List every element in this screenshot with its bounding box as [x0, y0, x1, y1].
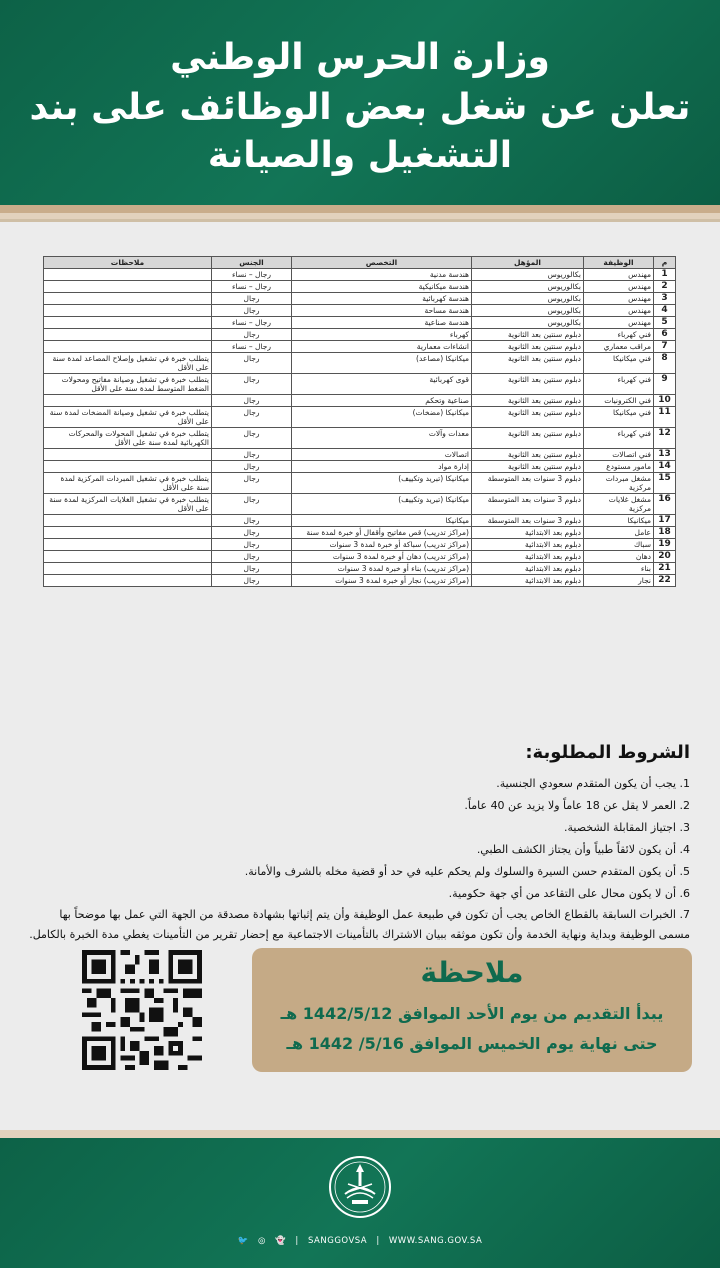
table-row — [44, 473, 676, 494]
cell-specialty: كهرباء — [292, 329, 472, 341]
cell-number: 12 — [654, 428, 676, 449]
cell-notes — [44, 269, 212, 281]
cell-specialty: إدارة مواد — [292, 461, 472, 473]
table-row — [44, 341, 676, 353]
cell-specialty: انشاءات معمارية — [292, 341, 472, 353]
header-cell-job: الوظيفة — [584, 257, 654, 269]
jobs-table — [43, 256, 676, 587]
table-row — [44, 575, 676, 587]
cell-notes — [44, 461, 212, 473]
cell-job: مهندس — [584, 305, 654, 317]
condition-item: 3. اجتياز المقابلة الشخصية. — [563, 821, 690, 834]
cell-number: 19 — [654, 539, 676, 551]
cell-notes — [44, 539, 212, 551]
cell-number: 17 — [654, 515, 676, 527]
cell-specialty: قوى كهربائية — [292, 374, 472, 395]
cell-number: 2 — [654, 281, 676, 293]
table-row — [44, 527, 676, 539]
cell-notes: يتطلب خبرة في تشغيل المبردات المركزية لمدة سنة على الأقل — [44, 473, 212, 494]
header-title-line2: تعلن عن شغل بعض الوظائف على بند — [29, 87, 691, 128]
cell-qualification: دبلوم 3 سنوات بعد المتوسطة — [472, 515, 584, 527]
cell-number: 11 — [654, 407, 676, 428]
cell-number: 14 — [654, 461, 676, 473]
cell-qualification: بكالوريوس — [472, 305, 584, 317]
cell-qualification: دبلوم بعد الابتدائية — [472, 539, 584, 551]
cell-specialty: ميكانيكا (تبريد وتكييف) — [292, 473, 472, 494]
header-cell-notes: ملاحظات — [44, 257, 212, 269]
cell-job: عامل — [584, 527, 654, 539]
header-stripe — [0, 205, 720, 213]
table-row — [44, 515, 676, 527]
cell-specialty: (مراكز تدريب) دهان أو خبرة لمدة 3 سنوات — [292, 551, 472, 563]
cell-gender: رجال — [212, 563, 292, 575]
emblem-logo — [325, 1152, 395, 1222]
cell-number: 7 — [654, 341, 676, 353]
cell-job: ميكانيكا — [584, 515, 654, 527]
table-row — [44, 407, 676, 428]
cell-number: 9 — [654, 374, 676, 395]
website-link[interactable]: WWW.SANG.GOV.SA — [388, 1236, 483, 1246]
cell-gender: رجال — [212, 293, 292, 305]
table-row — [44, 329, 676, 341]
cell-specialty: هندسة صناعية — [292, 317, 472, 329]
cell-number: 21 — [654, 563, 676, 575]
cell-qualification: دبلوم سنتين بعد الثانوية — [472, 461, 584, 473]
cell-number: 4 — [654, 305, 676, 317]
cell-job: مامور مستودع — [584, 461, 654, 473]
condition-item: 5. أن يكون المتقدم حسن السيرة والسلوك ولم يحكم عليه في حد أو قضية مخله بالشرف والأمانة. — [244, 865, 690, 878]
cell-specialty: ميكانيكا — [292, 515, 472, 527]
cell-qualification: دبلوم سنتين بعد الثانوية — [472, 407, 584, 428]
cell-notes: يتطلب خبرة في تشغيل وصيانة المضخات لمدة سنة على الأقل — [44, 407, 212, 428]
condition-item: 4. أن يكون لائقاً طبياً وأن يجتاز الكشف الطبي. — [476, 843, 690, 856]
cell-notes: يتطلب خبرة في تشغيل وصيانة مفاتيح ومحولات الضغط المتوسط لمدة سنة على الأقل — [44, 374, 212, 395]
footer-social-line — [0, 1236, 720, 1246]
cell-number: 15 — [654, 473, 676, 494]
cell-number: 3 — [654, 293, 676, 305]
table-row — [44, 374, 676, 395]
cell-gender: رجال – نساء — [212, 341, 292, 353]
cell-gender: رجال — [212, 461, 292, 473]
jobs-table-container — [44, 256, 676, 587]
table-row — [44, 269, 676, 281]
cell-qualification: دبلوم بعد الابتدائية — [472, 563, 584, 575]
cell-qualification: دبلوم بعد الابتدائية — [472, 575, 584, 587]
cell-job: بناء — [584, 563, 654, 575]
cell-notes — [44, 563, 212, 575]
table-row — [44, 293, 676, 305]
table-row — [44, 461, 676, 473]
cell-job: نجار — [584, 575, 654, 587]
cell-job: فني اتصالات — [584, 449, 654, 461]
condition-item: 1. يجب أن يكون المتقدم سعودي الجنسية. — [496, 777, 690, 790]
cell-specialty: ميكانيكا (مصاعد) — [292, 353, 472, 374]
cell-number: 16 — [654, 494, 676, 515]
cell-gender: رجال — [212, 575, 292, 587]
cell-notes — [44, 527, 212, 539]
cell-gender: رجال — [212, 473, 292, 494]
condition-item: 2. العمر لا يقل عن 18 عاماً ولا يزيد عن 40 عاماً. — [464, 799, 690, 812]
note-start-date: يبدأ التقديم من يوم الأحد الموافق 1442/5/12 هـ — [280, 1004, 664, 1023]
cell-specialty: معدات وآلات — [292, 428, 472, 449]
cell-qualification: دبلوم سنتين بعد الثانوية — [472, 374, 584, 395]
note-box — [252, 948, 692, 1072]
cell-specialty: ميكانيكا (مضخات) — [292, 407, 472, 428]
table-row — [44, 551, 676, 563]
cell-gender: رجال — [212, 374, 292, 395]
cell-gender: رجال – نساء — [212, 281, 292, 293]
cell-notes — [44, 293, 212, 305]
cell-job: مراقب معماري — [584, 341, 654, 353]
header-banner — [0, 0, 720, 205]
cell-specialty: هندسة ميكانيكية — [292, 281, 472, 293]
cell-gender: رجال — [212, 494, 292, 515]
table-header-row — [44, 257, 676, 269]
cell-gender: رجال – نساء — [212, 269, 292, 281]
cell-notes — [44, 575, 212, 587]
cell-number: 6 — [654, 329, 676, 341]
header-cell-qualification: المؤهل — [472, 257, 584, 269]
note-end-date: حتى نهاية يوم الخميس الموافق 5/16/ 1442 هـ — [286, 1034, 658, 1053]
cell-qualification: دبلوم سنتين بعد الثانوية — [472, 329, 584, 341]
cell-job: سباك — [584, 539, 654, 551]
cell-job: مهندس — [584, 281, 654, 293]
cell-qualification: بكالوريوس — [472, 269, 584, 281]
cell-job: مشغل مبردات مركزية — [584, 473, 654, 494]
cell-qualification: دبلوم 3 سنوات بعد المتوسطة — [472, 494, 584, 515]
cell-specialty: (مراكز تدريب) بناء أو خبرة لمدة 3 سنوات — [292, 563, 472, 575]
cell-number: 20 — [654, 551, 676, 563]
cell-notes — [44, 329, 212, 341]
cell-notes — [44, 317, 212, 329]
header-title-line3: التشغيل والصيانة — [207, 135, 513, 176]
header-cell-gender: الجنس — [212, 257, 292, 269]
cell-qualification: دبلوم سنتين بعد الثانوية — [472, 428, 584, 449]
cell-gender: رجال — [212, 329, 292, 341]
cell-number: 5 — [654, 317, 676, 329]
table-row — [44, 494, 676, 515]
social-handle[interactable]: SANGGOVSA — [308, 1236, 368, 1246]
cell-specialty: هندسة كهربائية — [292, 293, 472, 305]
cell-specialty: اتصالات — [292, 449, 472, 461]
cell-gender: رجال — [212, 551, 292, 563]
snapchat-icon[interactable]: 👻 — [275, 1236, 287, 1246]
condition-item: 6. أن لا يكون محال على التقاعد من أي جهة حكومية. — [448, 887, 690, 900]
cell-gender: رجال – نساء — [212, 317, 292, 329]
cell-job: دهان — [584, 551, 654, 563]
cell-notes — [44, 341, 212, 353]
cell-job: مشغل غلايات مركزية — [584, 494, 654, 515]
cell-notes: يتطلب خبرة في تشغيل وإصلاح المصاعد لمدة سنة على الأقل — [44, 353, 212, 374]
cell-qualification: بكالوريوس — [472, 317, 584, 329]
qr-code[interactable] — [82, 950, 202, 1070]
table-row — [44, 395, 676, 407]
cell-notes — [44, 449, 212, 461]
cell-qualification: دبلوم 3 سنوات بعد المتوسطة — [472, 473, 584, 494]
cell-job: مهندس — [584, 269, 654, 281]
cell-specialty: (مراكز تدريب) سباكة أو خبرة لمدة 3 سنوات — [292, 539, 472, 551]
table-row — [44, 539, 676, 551]
cell-job: فني ميكانيكا — [584, 353, 654, 374]
cell-gender: رجال — [212, 407, 292, 428]
table-row — [44, 317, 676, 329]
cell-job: فني ميكانيكا — [584, 407, 654, 428]
footer-separator: | — [376, 1236, 380, 1246]
twitter-icon[interactable]: 🐦 — [237, 1236, 249, 1246]
cell-qualification: بكالوريوس — [472, 293, 584, 305]
cell-gender: رجال — [212, 428, 292, 449]
cell-number: 10 — [654, 395, 676, 407]
header-stripe — [0, 219, 720, 222]
cell-number: 8 — [654, 353, 676, 374]
header-cell-number: م — [654, 257, 676, 269]
cell-gender: رجال — [212, 515, 292, 527]
cell-specialty: هندسة مساحة — [292, 305, 472, 317]
cell-qualification: دبلوم سنتين بعد الثانوية — [472, 353, 584, 374]
cell-gender: رجال — [212, 305, 292, 317]
cell-number: 13 — [654, 449, 676, 461]
cell-qualification: بكالوريوس — [472, 281, 584, 293]
cell-job: مهندس — [584, 293, 654, 305]
cell-notes — [44, 551, 212, 563]
table-row — [44, 449, 676, 461]
cell-qualification: دبلوم سنتين بعد الثانوية — [472, 341, 584, 353]
cell-specialty: (مراكز تدريب) قص مفاتيح وأقفال أو خبرة لمدة سنة — [292, 527, 472, 539]
cell-qualification: دبلوم سنتين بعد الثانوية — [472, 449, 584, 461]
cell-job: فني كهرباء — [584, 374, 654, 395]
cell-number: 22 — [654, 575, 676, 587]
cell-gender: رجال — [212, 539, 292, 551]
condition-item: 7. الخبرات السابقة بالقطاع الخاص يجب أن تكون في طبيعة عمل الوظيفة وأن يتم إثباتها بشهادة مصدقة من الجهة التي عمل بها موضحاً بها مسمى الوظيفة وبداية ونهاية الخدمة وأن تكون موثقه ببيان الاشتراك بالتأمينات الاجتماعية مع إحضار تقرير من التأمينات يغطي مدة الخبرة بالكامل. — [29, 908, 690, 941]
table-row — [44, 281, 676, 293]
cell-job: فني كهرباء — [584, 428, 654, 449]
cell-notes: يتطلب خبرة في تشغيل المحولات والمحركات الكهربائية لمدة سنة على الأقل — [44, 428, 212, 449]
cell-notes: يتطلب خبرة في تشغيل الغلايات المركزية لمدة سنة على الأقل — [44, 494, 212, 515]
cell-job: مهندس — [584, 317, 654, 329]
cell-gender: رجال — [212, 527, 292, 539]
cell-qualification: دبلوم بعد الابتدائية — [472, 527, 584, 539]
instagram-icon[interactable]: ◎ — [258, 1236, 266, 1246]
cell-notes — [44, 281, 212, 293]
cell-notes — [44, 515, 212, 527]
cell-notes — [44, 395, 212, 407]
conditions-title: الشروط المطلوبة: — [525, 742, 690, 763]
cell-specialty: ميكانيكا (تبريد وتكييف) — [292, 494, 472, 515]
cell-qualification: دبلوم بعد الابتدائية — [472, 551, 584, 563]
cell-specialty: (مراكز تدريب) نجار أو خبرة لمدة 3 سنوات — [292, 575, 472, 587]
table-row — [44, 563, 676, 575]
cell-qualification: دبلوم سنتين بعد الثانوية — [472, 395, 584, 407]
table-row — [44, 353, 676, 374]
cell-number: 1 — [654, 269, 676, 281]
table-row — [44, 305, 676, 317]
cell-job: فني الكترونيات — [584, 395, 654, 407]
footer-stripe — [0, 1130, 720, 1138]
cell-gender: رجال — [212, 395, 292, 407]
cell-specialty: صناعية وتحكم — [292, 395, 472, 407]
footer-separator: | — [295, 1236, 299, 1246]
cell-notes — [44, 305, 212, 317]
header-title-line1: وزارة الحرس الوطني — [170, 37, 550, 78]
conditions-section — [25, 742, 690, 945]
cell-number: 18 — [654, 527, 676, 539]
table-row — [44, 428, 676, 449]
header-cell-specialty: التخصص — [292, 257, 472, 269]
cell-specialty: هندسة مدنية — [292, 269, 472, 281]
cell-gender: رجال — [212, 353, 292, 374]
cell-job: فني كهرباء — [584, 329, 654, 341]
cell-gender: رجال — [212, 449, 292, 461]
note-title: ملاحظة — [420, 956, 524, 989]
